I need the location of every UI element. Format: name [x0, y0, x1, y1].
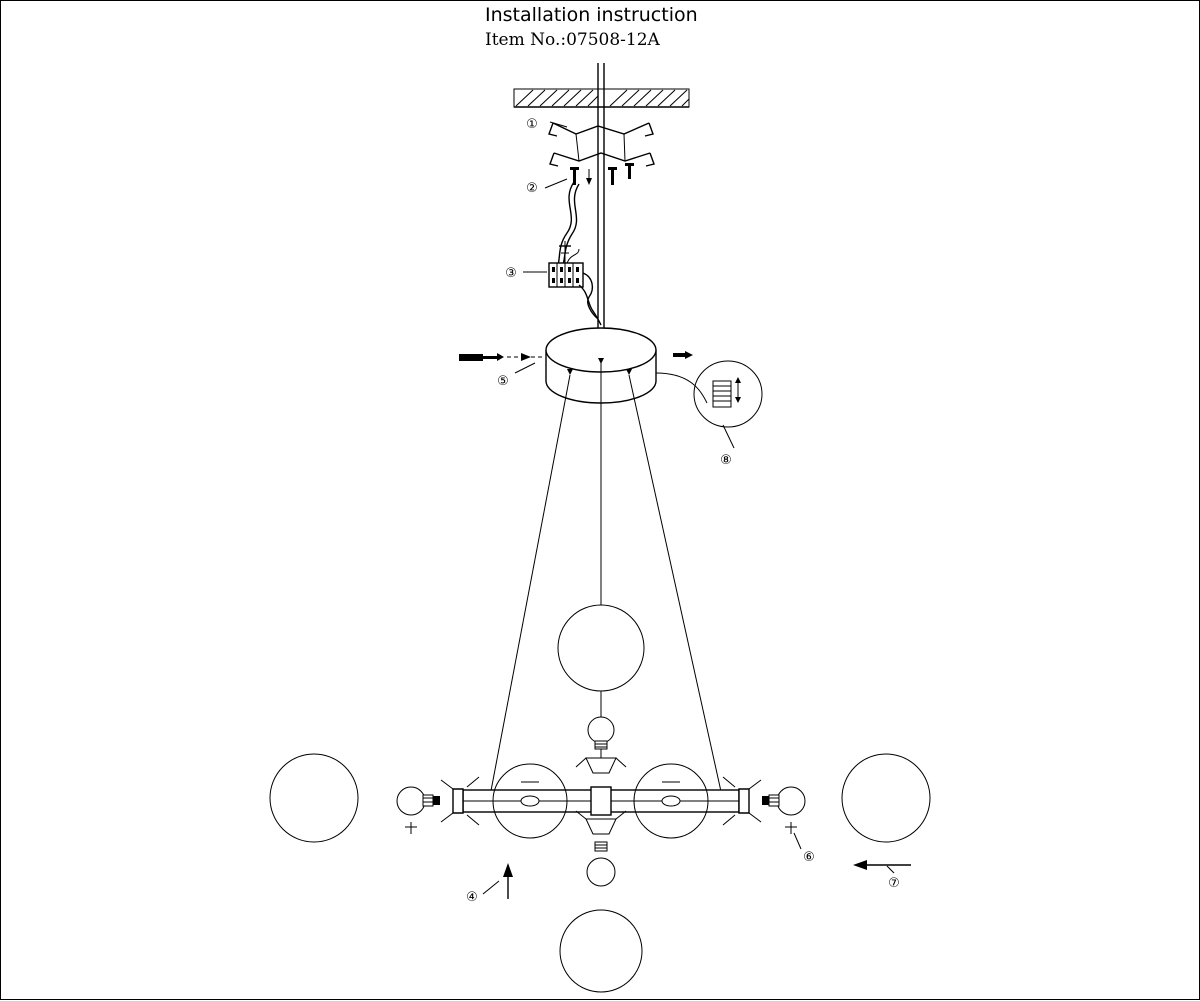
canopy-right-arrow	[673, 351, 693, 359]
callout-4-label: ④	[466, 890, 478, 905]
callout-labels	[466, 117, 900, 905]
callout-5-leader	[515, 363, 535, 373]
callout-7-arrow	[853, 860, 911, 873]
horizontal-arm-bar	[441, 777, 761, 825]
bulb-loose-left	[397, 787, 440, 834]
canopy-detail-zoom	[656, 361, 762, 448]
callout-2-label: ②	[526, 181, 538, 196]
ceiling-slab	[514, 89, 689, 107]
callout-8-label: ⑧	[720, 453, 732, 468]
suspension-rod	[598, 63, 604, 331]
mounting-cross-bracket	[549, 123, 654, 185]
callout-7-label: ⑦	[888, 876, 900, 891]
callout-6-leader	[794, 833, 801, 849]
terminal-block	[549, 249, 601, 325]
glass-globe-top	[558, 605, 644, 691]
bulb-loose-right	[762, 787, 805, 834]
callout-3-label: ③	[505, 266, 517, 281]
callout-4-arrow	[483, 863, 513, 899]
bulb-center-bottom	[576, 811, 626, 886]
callout-6-label: ⑥	[803, 850, 815, 865]
glass-globe-outer-left	[270, 754, 358, 842]
callout-1-label: ①	[526, 117, 538, 132]
callout-5-label: ⑤	[497, 374, 509, 389]
screwdriver-tool	[459, 353, 544, 361]
page-title: Installation instruction	[485, 4, 698, 26]
glass-globe-bottom	[560, 910, 642, 992]
bulb-center-top	[576, 717, 626, 773]
callout-2-leader	[545, 179, 567, 188]
power-cable	[557, 182, 579, 269]
glass-globe-outer-right	[842, 754, 930, 842]
item-number: Item No.:07508-12A	[485, 30, 660, 51]
installation-diagram	[1, 1, 1200, 1001]
